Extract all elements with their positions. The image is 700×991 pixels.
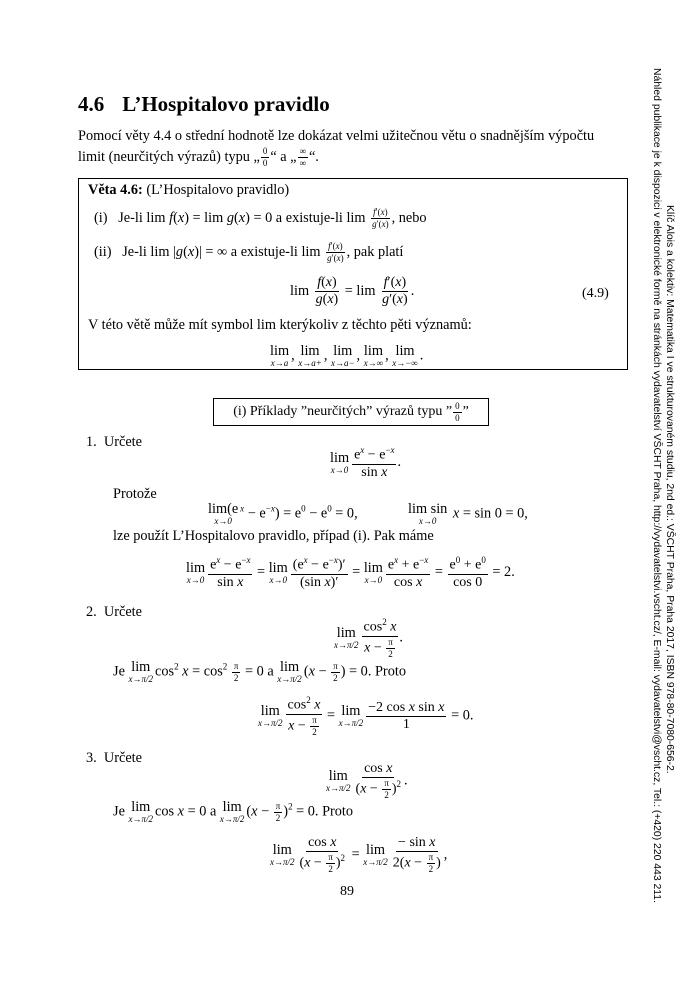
example-2-solution: lim x→π/2 $\cos^2 x$ x − $\frac{\pi}{2}$ = lim x→π/2 $\frac{\text{−2 cos x sin x}}{1}$ = 0. — [258, 695, 474, 737]
equation-number: (4.9) — [582, 286, 609, 301]
example-3-heading: 3. Určete — [86, 750, 142, 766]
sidebar-citation-line: Klíč Alois a kolektiv: Matematika I ve strukturovaném studiu, 2nd ed.: VŠCHT Praha, Praha 2017, ISBN 978-80-7080-656-2. — [664, 205, 675, 774]
example-1-condition-a: lim(e x→0 $^x - e^{-x}) = e^0 - e^0 = 0$, — [208, 501, 358, 527]
example-1-condition-b: lim sin x→0 x = sin 0 = 0, — [408, 501, 528, 527]
example-1-solution: lim x→0 $\frac{e^x - e^{-x}}{\text{sin x}}$ = lim x→0 $\frac{(e^x - e^{-x})'}{\text{(sin x)′}}$ = lim x→0 $\frac{e^x + e^{-x}}{\text{cos x}}$ = $\frac{e^0 + e^0}{\cos 0}$ = 2. — [186, 555, 515, 590]
example-3-problem: lim x→π/2 cos x (x − $\frac{\pi}{2}$ )$^2$ . — [326, 761, 408, 800]
theorem-name: (L’Hospitalovo pravidlo) — [146, 182, 290, 198]
copyright-sidebar — [648, 40, 676, 920]
section-heading — [78, 92, 330, 117]
theorem-label: Věta 4.6: — [88, 182, 143, 198]
page-number: 89 — [340, 884, 354, 899]
example-1-because: Protože — [113, 486, 157, 502]
theorem-heading — [88, 182, 289, 199]
example-2-heading: 2. Určete — [86, 604, 142, 620]
intro-paragraph — [78, 127, 630, 168]
example-1-problem: lim x→0 $\frac{e^x - e^{-x}}{\text{sin x}}$ . — [330, 445, 402, 480]
example-2-problem: lim x→π/2 $\cos^2 x$ x − $\frac{\pi}{2}$ . — [334, 617, 403, 659]
example-1-heading: 1. Určete — [86, 434, 142, 450]
theorem-box — [78, 178, 628, 370]
example-3-solution: lim x→π/2 cos x (x − $\frac{\pi}{2}$ )$^2$ = lim x→π/2 − sin x 2(x − $\frac{\pi}{2}$ ) , — [270, 835, 448, 874]
theorem-item-2: (ii) Je-li lim |g(x)| = ∞ a existuje-li lim $\frac{f'(x)}{g'(x)}$ , pak platí — [94, 241, 404, 263]
intro-line-1: Pomocí věty 4.4 o střední hodnotě lze dokázat velmi užitečnou větu o snadnějším výpočtu — [78, 128, 595, 144]
theorem-equation: lim $\frac{f(x)}{g(x)}$ = lim $\frac{f'(x)}{g'(x)}$ . — [290, 275, 415, 307]
examples-header-box: (i) Příklady ”neurčitých” výrazů typu ” $\frac{0}{0}$ ” — [213, 398, 489, 426]
intro-line-2: limit (neurčitých výrazů) typu „ $\frac{0}{0}$ “ a „ $\frac{\infty}{\infty}$ “. — [78, 146, 319, 168]
limit-variants: lim x→a , lim x→a+ , lim x→a− , lim x→∞ , lim x→−∞ . — [270, 343, 424, 369]
section-title: L’Hospitalovo pravidlo — [122, 92, 330, 116]
sidebar-notice-line: Náhled publikace je k dispozici v elektronické formě na stránkách vydavatelství VŠCHT Praha, http://vydavatelstvi.vscht.cz/, E-mail: vydavatelstvi@vscht.cz, Tel.: (+420) 220 443 211. — [651, 68, 662, 903]
theorem-item-1: (i) Je-li lim f(x) = lim g(x) = 0 a existuje-li lim $\frac{f'(x)}{g'(x)}$ , nebo — [94, 207, 427, 229]
section-number: 4.6 — [78, 92, 105, 116]
example-2-condition: Je lim x→π/2 $\cos^2 x = \cos^2$ $\frac{\pi}{2}$ = 0 a lim x→π/2 (x − $\frac{\pi}{2}$ ) = 0. Proto — [113, 659, 406, 685]
theorem-meaning-text: V této větě může mít symbol lim kterýkoliv z těchto pěti významů: — [88, 317, 472, 333]
example-3-condition: Je lim x→π/2 cos x = 0 a lim x→π/2 (x − $\frac{\pi}{2}$ )$^2$ = 0. Proto — [113, 799, 354, 825]
example-1-apply-text: lze použít L’Hospitalovo pravidlo, případ (i). Pak máme — [113, 528, 434, 544]
